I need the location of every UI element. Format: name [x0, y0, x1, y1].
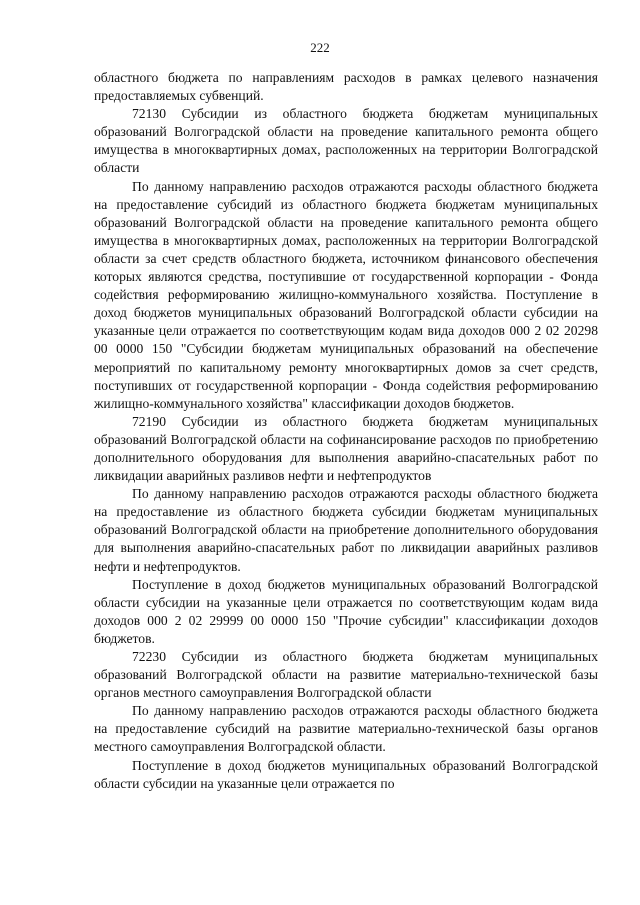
document-body — [94, 69, 598, 793]
page-number: 222 — [310, 40, 330, 55]
paragraph: 72190 Субсидии из областного бюджета бюджетам муниципальных образований Волгоградской области на софинансирование расходов по приобретению дополнительного оборудования для выполнения аварийно-спасательных работ по ликвидации аварийных разливов нефти и нефтепродуктов — [94, 413, 598, 484]
paragraph: 72130 Субсидии из областного бюджета бюджетам муниципальных образований Волгоградской области на проведение капитального ремонта общего имущества в многоквартирных домах, расположенных на территории Волгоградской области — [94, 106, 598, 176]
paragraph: Поступление в доход бюджетов муниципальных образований Волгоградской области субсидии на указанные цели отражается по — [94, 757, 598, 791]
paragraph: 72230 Субсидии из областного бюджета бюджетам муниципальных образований Волгоградской области на развитие материально-технической базы органов местного самоуправления Волгоградской области — [94, 649, 598, 701]
paragraph: По данному направлению расходов отражаются расходы областного бюджета на предоставление из областного бюджета субсидии бюджетам муниципальных образований Волгоградской области на приобретение дополнительного оборудования для выполнения аварийно-спасательных работ по ликвидации аварийных разливов нефти и нефтепродуктов. — [94, 486, 598, 574]
paragraph: областного бюджета по направлениям расходов в рамках целевого назначения предоставляемых субвенций. — [94, 70, 598, 104]
paragraph: По данному направлению расходов отражаются расходы областного бюджета на предоставление субсидий на развитие материально-технической базы органов местного самоуправления Волгоградской области. — [94, 703, 598, 755]
paragraph: По данному направлению расходов отражаются расходы областного бюджета на предоставление субсидий из областного бюджета бюджетам муниципальных образований Волгоградской области на проведение капитального ремонта общего имущества в многоквартирных домах, расположенных на территории Волгоградской области за счет средств областного бюджета, источником финансового обеспечения которых являются средства, поступившие от государственной корпорации - Фонда содействия реформированию жилищно-коммунального хозяйства. Поступление в доход бюджетов муниципальных образований Волгоградской области субсидии на указанные цели отражается по соответствующим кодам вида доходов 000 2 02 20298 00 0000 150 "Субсидии бюджетам муниципальных образований на обеспечение мероприятий по капитальному ремонту многоквартирных домов за счет средств, поступивших от государственной корпорации - Фонда содействия реформированию жилищно-коммунального хозяйства" классификации доходов бюджетов. — [94, 178, 598, 411]
paragraph: Поступление в доход бюджетов муниципальных образований Волгоградской области субсидии на указанные цели отражается по соответствующим кодам вида доходов 000 2 02 29999 00 0000 150 "Прочие субсидии" классификации доходов бюджетов. — [94, 576, 598, 646]
